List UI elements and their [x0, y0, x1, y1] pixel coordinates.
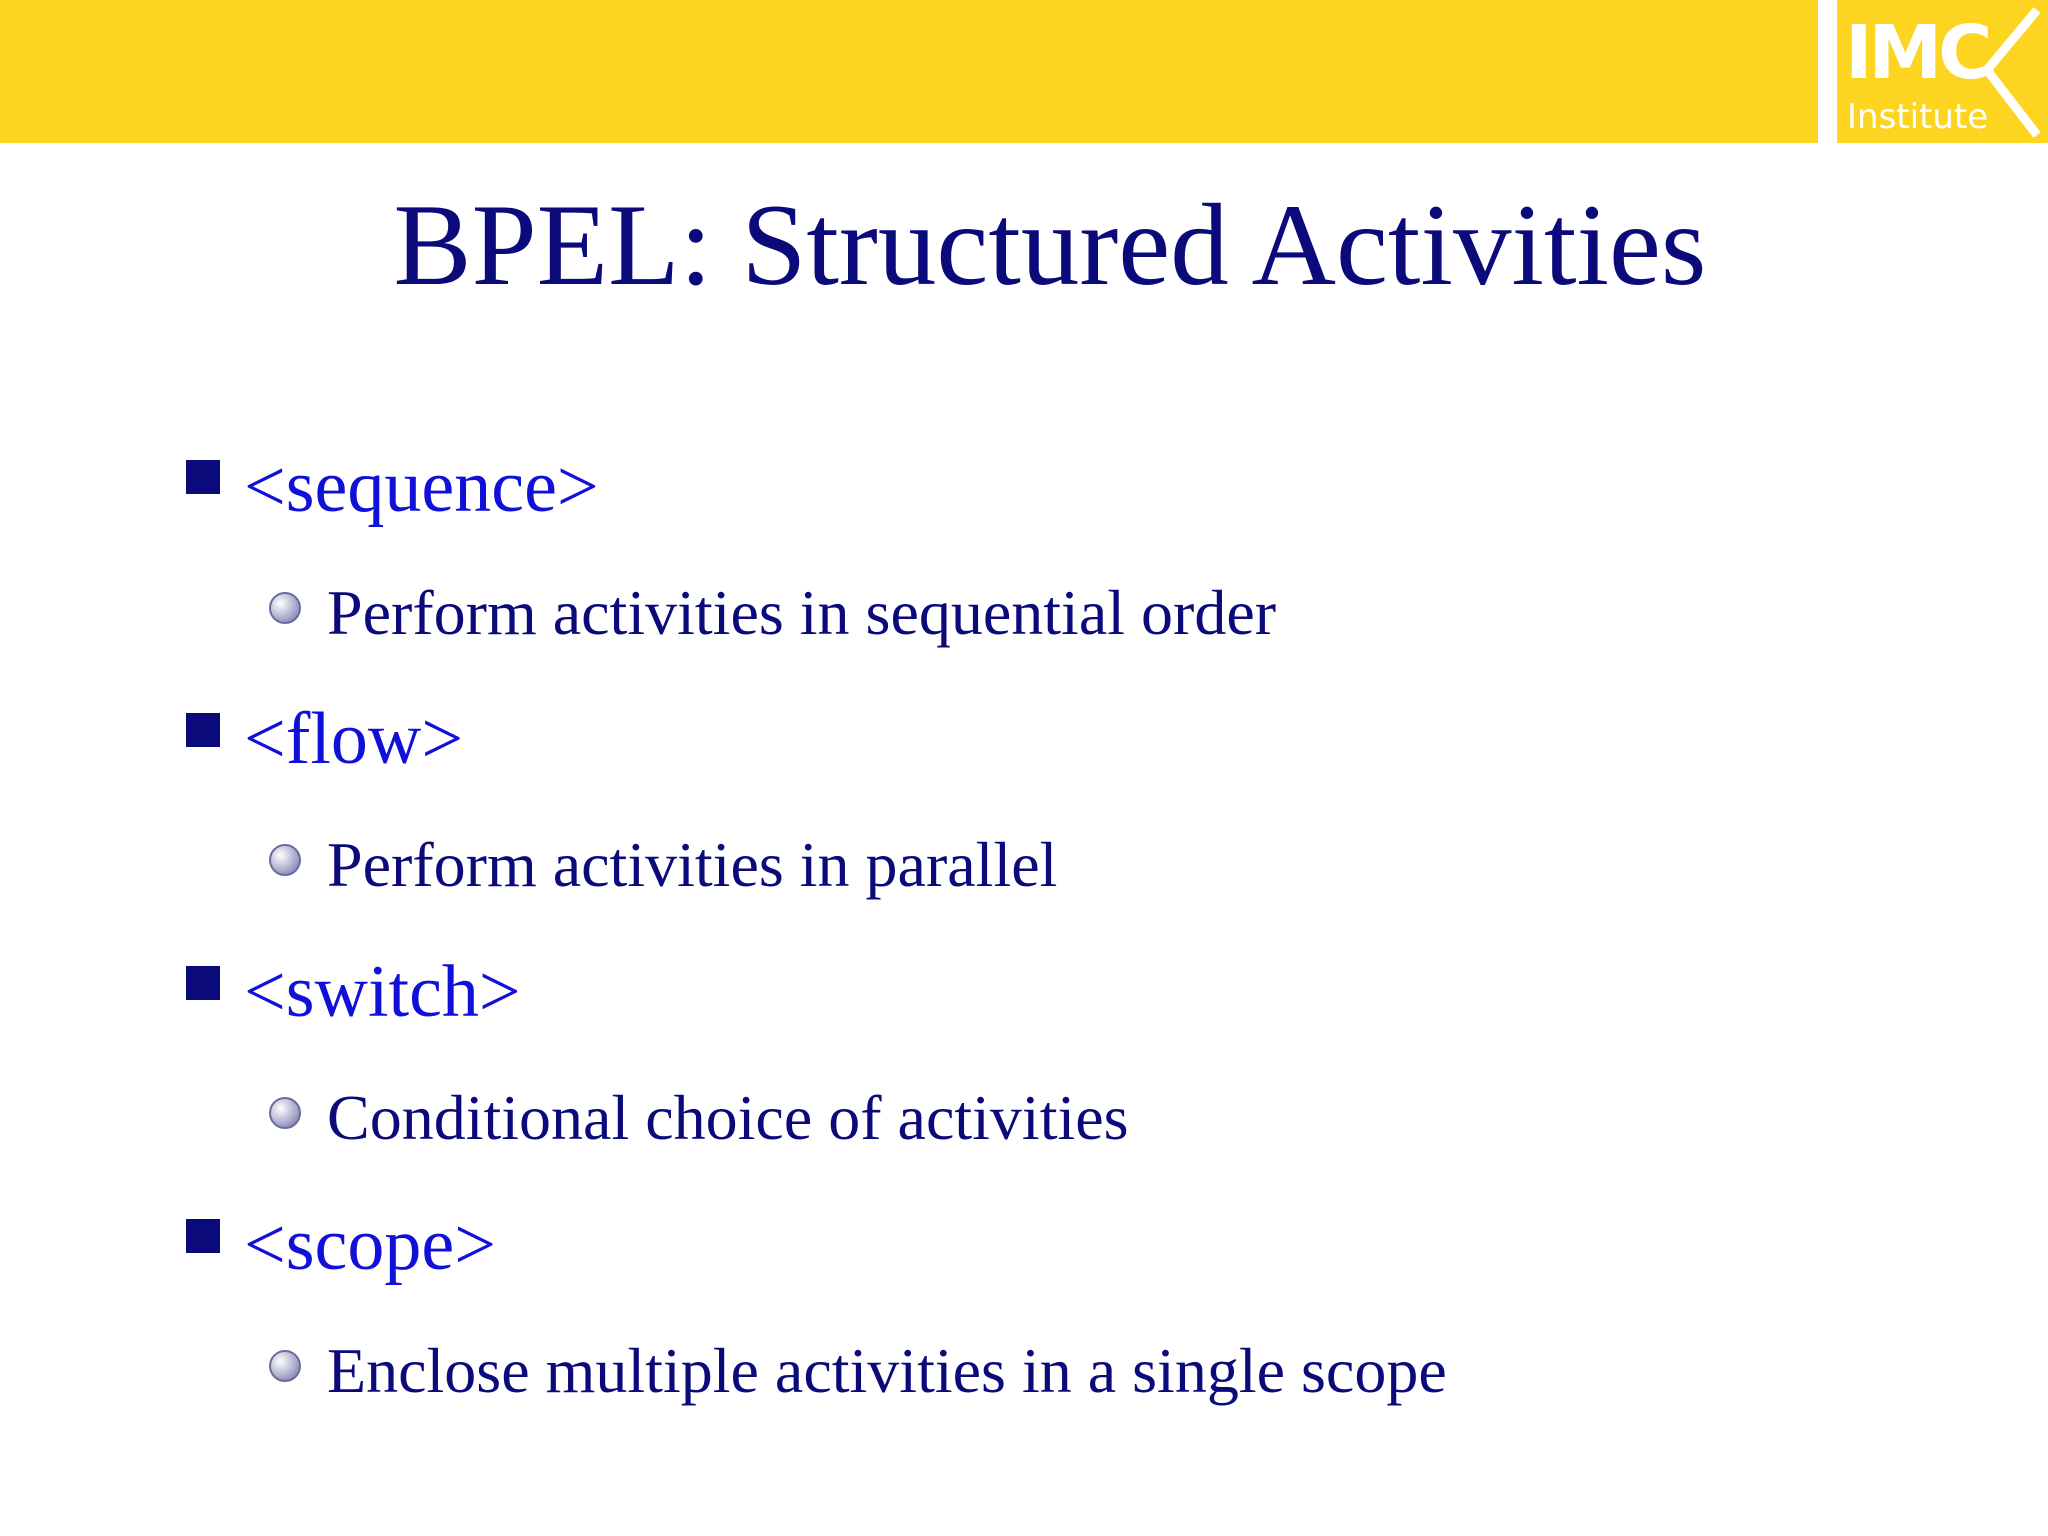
bullet-description: Conditional choice of activities: [327, 1082, 1129, 1153]
square-bullet-icon: [186, 966, 220, 1000]
header-band: [0, 0, 1818, 143]
circle-bullet-icon: [265, 1093, 305, 1133]
circle-bullet-icon: [265, 1346, 305, 1386]
slide-title: BPEL: Structured Activities: [393, 181, 1707, 310]
circle-bullet-icon: [265, 588, 305, 628]
bullet-description: Enclose multiple activities in a single scope: [327, 1335, 1447, 1406]
logo-mark: IMC: [1845, 10, 1989, 96]
bullet-description: Perform activities in sequential order: [327, 577, 1277, 648]
logo-subtitle: Institute: [1847, 97, 1989, 137]
square-bullet-icon: [186, 460, 220, 494]
bullet-description: Perform activities in parallel: [327, 829, 1058, 900]
bullet-label: <flow>: [244, 698, 464, 780]
imc-institute-logo: [1837, 0, 2048, 143]
bullet-label: <scope>: [244, 1204, 496, 1286]
square-bullet-icon: [186, 713, 220, 747]
square-bullet-icon: [186, 1219, 220, 1253]
bullet-label: <switch>: [244, 951, 521, 1033]
bullet-label: <sequence>: [244, 446, 599, 528]
circle-bullet-icon: [265, 840, 305, 880]
